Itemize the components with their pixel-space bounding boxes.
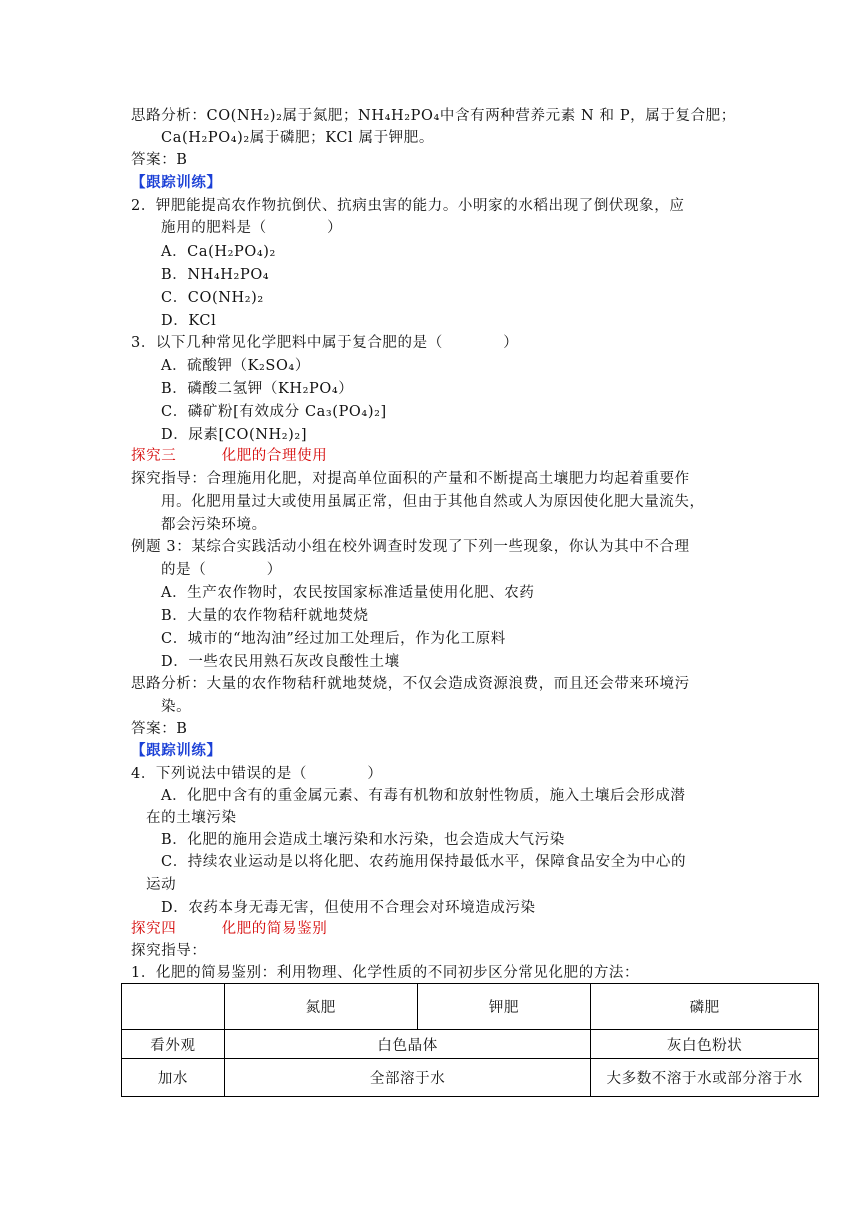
table-cell: 大多数不溶于水或部分溶于水 [591, 1059, 819, 1097]
section-heading-4: 探究四 化肥的简易鉴别 [131, 921, 328, 937]
question-3: 3．以下几种常见化学肥料中属于复合肥的是（ ） [131, 335, 519, 351]
fertilizer-table [121, 983, 819, 1097]
table-header-row [122, 984, 819, 1030]
question-2-cont: 施用的肥料是（ ） [161, 220, 343, 236]
option-a: A．硫酸钾（K₂SO₄） [161, 358, 310, 374]
option-b: B．磷酸二氢钾（KH₂PO₄） [161, 381, 354, 397]
analysis-line: 思路分析：CO(NH₂)₂属于氮肥；NH₄H₂PO₄中含有两种营养元素 N 和 P，属于复合肥； [131, 108, 736, 124]
section-heading-3: 探究三 化肥的合理使用 [131, 448, 328, 464]
answer-line: 答案：B [131, 152, 188, 168]
guide-item-1: 1．化肥的简易鉴别：利用物理、化学性质的不同初步区分常见化肥的方法： [131, 965, 640, 981]
guide-line-cont: 都会污染环境。 [161, 517, 267, 533]
table-cell: 全部溶于水 [224, 1059, 590, 1097]
guide-line: 探究指导：合理施用化肥，对提高单位面积的产量和不断提高土壤肥力均起着重要作 [131, 471, 690, 487]
analysis-line-cont: Ca(H₂PO₄)₂属于磷肥；KCl 属于钾肥。 [161, 130, 434, 146]
example-3: 例题 3：某综合实践活动小组在校外调查时发现了下列一些现象，你认为其中不合理 [131, 539, 690, 555]
table-cell: 灰白色粉状 [591, 1030, 819, 1059]
answer-line: 答案：B [131, 721, 188, 737]
row-label: 加水 [122, 1059, 225, 1097]
option-d: D．尿素[CO(NH₂)₂] [161, 427, 308, 443]
option-a: A．Ca(H₂PO₄)₂ [161, 244, 276, 260]
option-d: D．KCl [161, 313, 217, 329]
table-cell: 白色晶体 [224, 1030, 590, 1059]
guide-line: 探究指导： [131, 943, 207, 959]
table-row [122, 1030, 819, 1059]
option-c: C．持续农业运动是以将化肥、农药施用保持最低水平，保障食品安全为中心的 [161, 854, 687, 870]
option-c: C．CO(NH₂)₂ [161, 290, 264, 306]
option-c: C．磷矿粉[有效成分 Ca₃(PO₄)₂] [161, 404, 387, 420]
option-b: B．化肥的施用会造成土壤污染和水污染，也会造成大气污染 [161, 832, 565, 848]
analysis-line-cont: 染。 [161, 699, 192, 715]
option-b: B．大量的农作物秸秆就地焚烧 [161, 608, 369, 624]
option-a: A．生产农作物时，农民按国家标准适量使用化肥、农药 [161, 585, 535, 601]
question-4: 4．下列说法中错误的是（ ） [131, 766, 383, 782]
option-b: B．NH₄H₂PO₄ [161, 267, 270, 283]
option-c: C．城市的“地沟油”经过加工处理后，作为化工原料 [161, 631, 506, 647]
row-label: 看外观 [122, 1030, 225, 1059]
question-2: 2．钾肥能提高农作物抗倒伏、抗病虫害的能力。小明家的水稻出现了倒伏现象，应 [131, 198, 685, 214]
example-3-cont: 的是（ ） [161, 562, 282, 578]
analysis-line: 思路分析：大量的农作物秸秆就地焚烧，不仅会造成资源浪费，而且还会带来环境污 [131, 676, 690, 692]
follow-up-heading: 【跟踪训练】 [131, 174, 222, 191]
option-a: A．化肥中含有的重金属元素、有毒有机物和放射性物质，施入土壤后会形成潜 [161, 788, 686, 804]
option-d: D．农药本身无毒无害，但使用不合理会对环境造成污染 [161, 900, 536, 916]
table-row [122, 1059, 819, 1097]
table-header-phosphorus: 磷肥 [591, 984, 819, 1030]
guide-line-cont: 用。化肥用量过大或使用虽属正常，但由于其他自然或人为原因使化肥大量流失， [161, 494, 705, 510]
table-header-potassium: 钾肥 [417, 984, 591, 1030]
follow-up-heading: 【跟踪训练】 [131, 742, 222, 759]
option-d: D．一些农民用熟石灰改良酸性土壤 [161, 654, 400, 670]
table-header-nitrogen: 氮肥 [224, 984, 417, 1030]
table-cell [122, 984, 225, 1030]
option-c-cont: 运动 [146, 877, 177, 893]
option-a-cont: 在的土壤污染 [146, 810, 237, 826]
